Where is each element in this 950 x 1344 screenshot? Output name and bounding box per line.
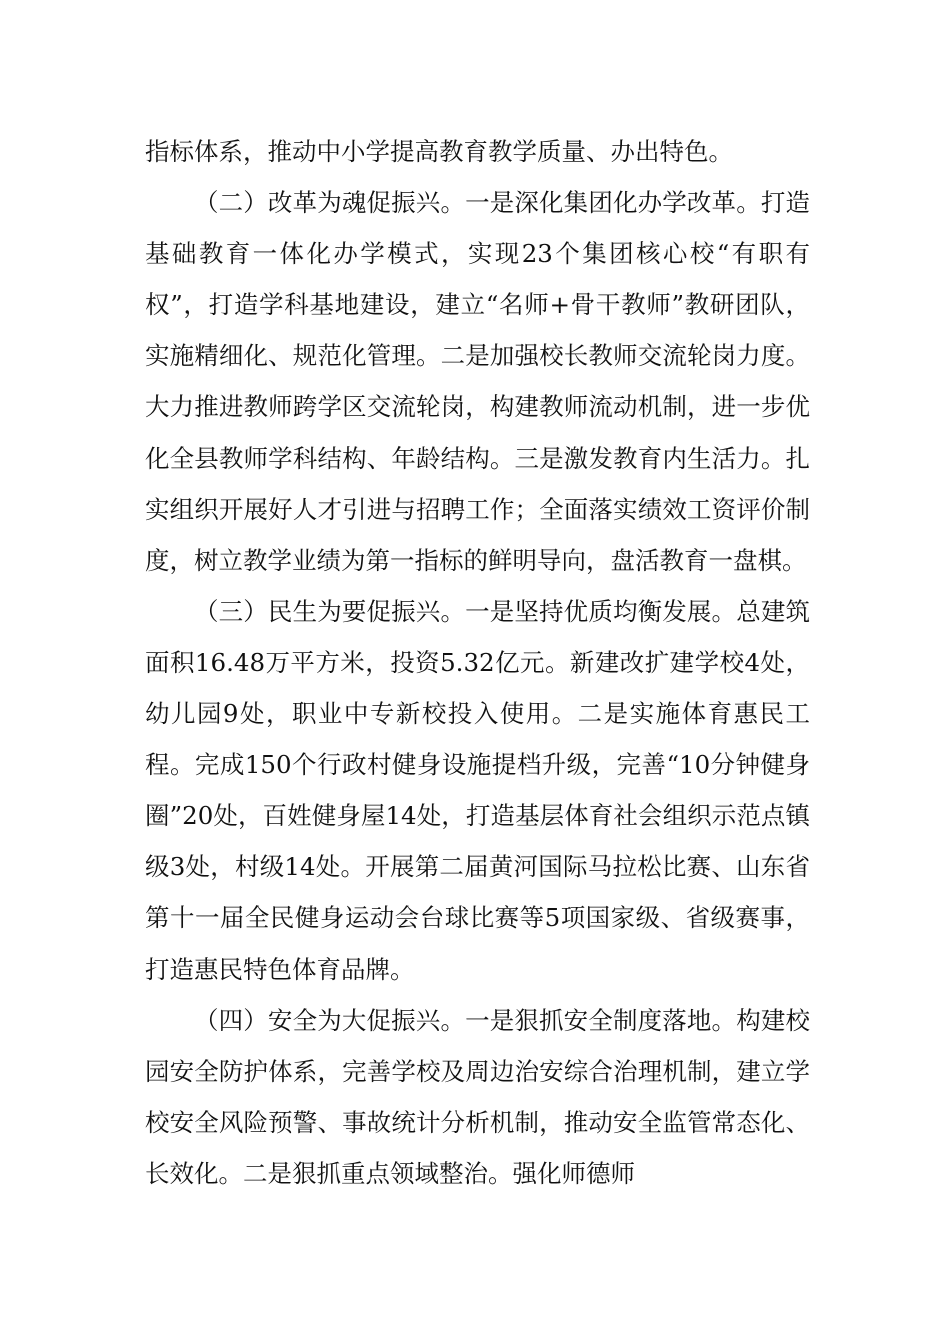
- paragraph-safety: （四）安全为大促振兴。一是狠抓安全制度落地。构建校园安全防护体系，完善学校及周边治安综合治理机制，建立学校安全风险预警、事故统计分析机制，推动安全监管常态化、长效化。二是狠抓重点领域整治。强化师德师: [145, 1005, 810, 1188]
- paragraph-livelihood: （三）民生为要促振兴。一是坚持优质均衡发展。总建筑面积16.48万平方米，投资5.32亿元。新建改扩建学校4处，幼儿园9处，职业中专新校投入使用。二是实施体育惠民工程。完成150个行政村健身设施提档升级，完善“10分钟健身圈”20处，百姓健身屋14处，打造基层体育社会组织示范点镇级3处，村级14处。开展第二届黄河国际马拉松比赛、山东省第十一届全民健身运动会台球比赛等5项国家级、省级赛事，打造惠民特色体育品牌。: [145, 596, 810, 984]
- paragraph-continuation: 指标体系，推动中小学提高教育教学质量、办出特色。: [145, 137, 733, 166]
- paragraph-reform: （二）改革为魂促振兴。一是深化集团化办学改革。打造基础教育一体化办学模式，实现23个集团核心校“有职有权”，打造学科基地建设，建立“名师+骨干教师”教研团队，实施精细化、规范化管理。二是加强校长教师交流轮岗力度。大力推进教师跨学区交流轮岗，构建教师流动机制，进一步优化全县教师学科结构、年龄结构。三是激发教育内生活力。扎实组织开展好人才引进与招聘工作；全面落实绩效工资评价制度，树立教学业绩为第一指标的鲜明导向，盘活教育一盘棋。: [145, 188, 810, 575]
- document-body: [145, 126, 810, 1199]
